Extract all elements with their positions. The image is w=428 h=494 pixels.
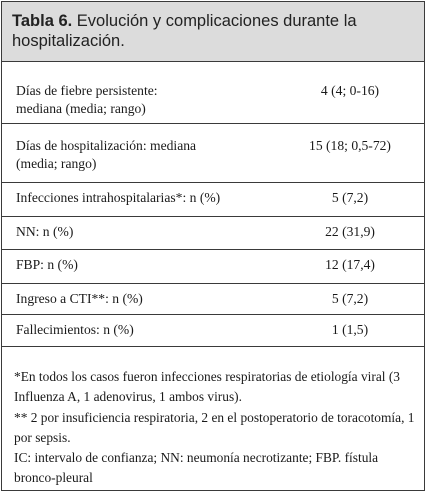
row-value: 5 (7,2) [331,291,369,306]
row-label-line: Días de fiebre persistente: [16,83,158,98]
row-label-line: (media; rango) [16,156,97,171]
results-table [1,1,425,491]
table-row [2,315,424,347]
row-label [16,290,143,308]
table-row [2,183,424,217]
row-label-line: Fallecimientos: n (%) [16,322,134,337]
table-row [2,124,424,183]
row-value: 4 (4; 0-16) [320,83,380,98]
row-value: 12 (17,4) [325,257,375,272]
table-number: Tabla 6. [12,12,73,30]
footnote: IC: intervalo de confianza; NN: neumonía necrotizante; FBP. fístula bronco-pleural [14,450,379,486]
row-label [16,256,78,274]
row-label-line: Ingreso a CTI**: n (%) [16,291,143,306]
table-row [2,250,424,284]
footnote: *En todos los casos fueron infecciones respiratorias de etiología viral (3 Influenza A, 1 adenovirus, 1 ambos virus). [14,369,400,405]
row-label [16,321,134,339]
row-label [16,82,158,118]
table-title: Evolución y complicaciones durante la hospitalización. [12,12,357,50]
row-label [16,223,73,241]
row-label-line: FBP: n (%) [16,257,78,272]
row-value: 22 (31,9) [325,224,375,239]
footnote: ** 2 por insuficiencia respiratoria, 2 en el postoperatorio de toracotomía, 1 por sepsis. [14,409,415,445]
row-label-line: Infecciones intrahospitalarias*: n (%) [16,190,221,205]
row-label-line: NN: n (%) [16,224,74,239]
row-label [16,137,196,173]
table-row [2,62,424,124]
row-label-line: Días de hospitalización: mediana [16,138,197,153]
table-row [2,217,424,250]
table-row [2,284,424,315]
table-footnotes [2,357,424,489]
row-label [16,189,220,207]
row-value: 15 (18; 0,5-72) [309,138,391,153]
row-value: 1 (1,5) [331,322,369,337]
row-value: 5 (7,2) [331,190,369,205]
table-caption [2,2,424,62]
row-label-line: mediana (media; rango) [16,101,146,116]
